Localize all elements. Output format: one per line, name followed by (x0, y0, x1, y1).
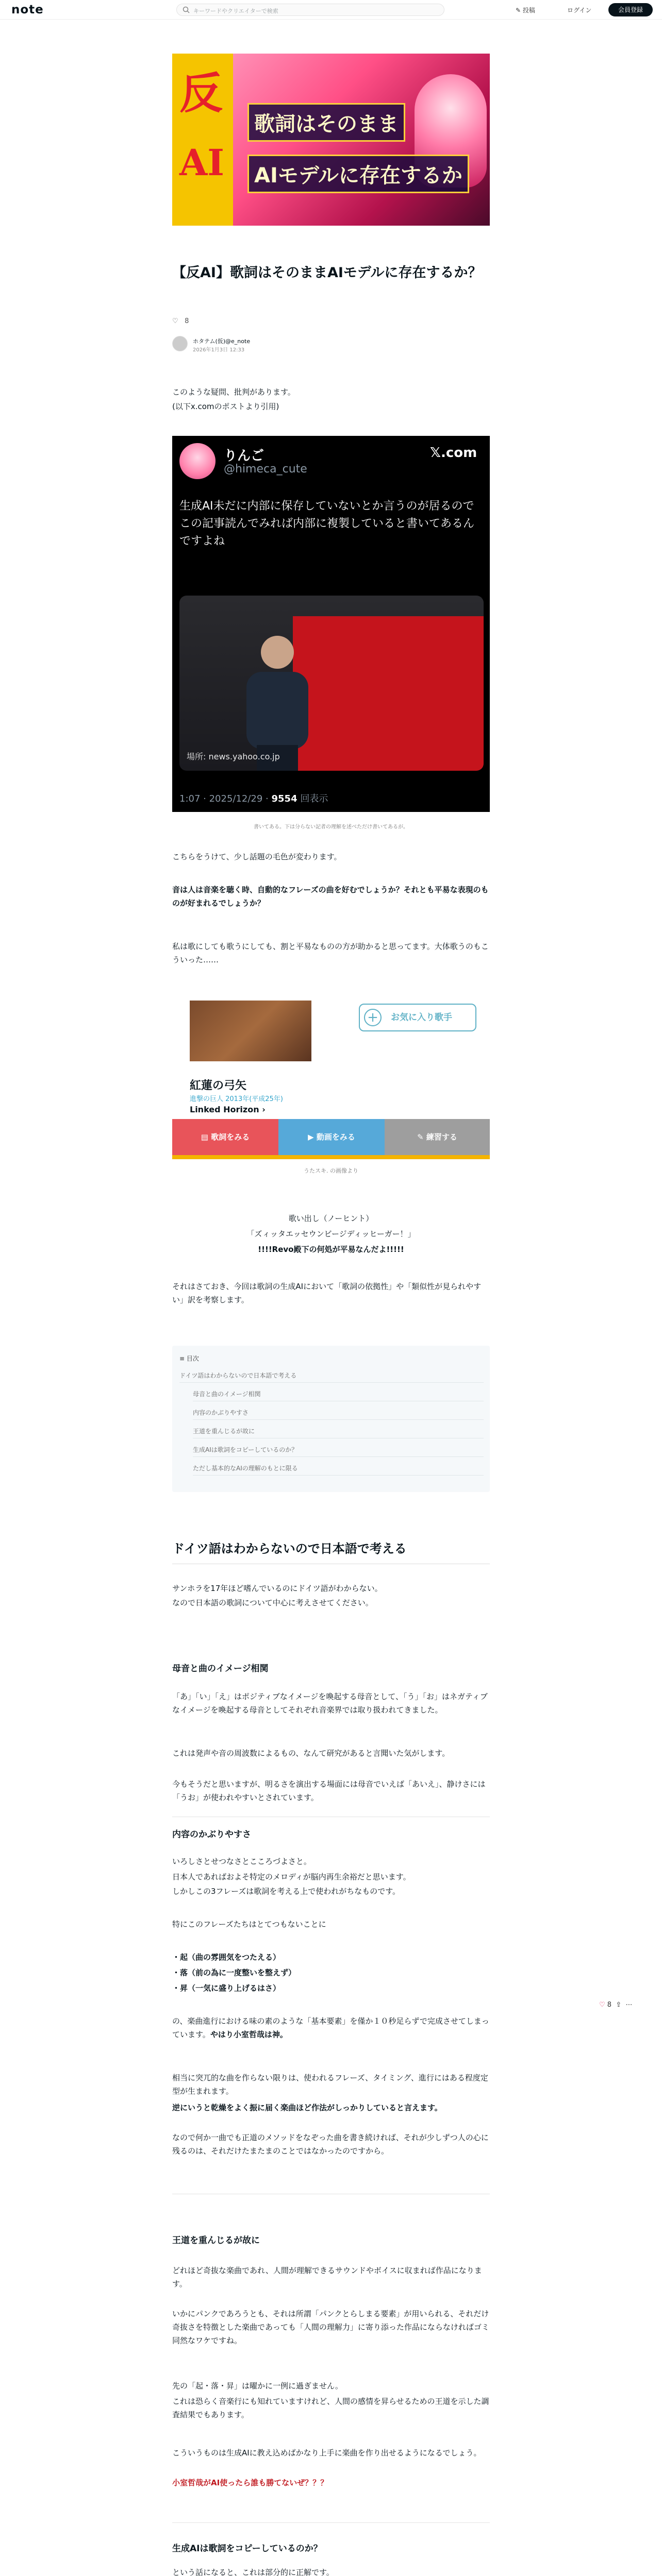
bullet-item: ・落（前の為に一度整いを整えず） (172, 1968, 296, 1977)
lyric-intro: 歌い出し（ノーヒント） (288, 1214, 374, 1223)
mic-icon: ✎ (417, 1132, 426, 1142)
paragraph: 相当に突兀的な曲を作らない限りは、使われるフレーズ、タイミング、進行にはある程度定型が生まれます。 (172, 2073, 488, 2096)
note-logo[interactable]: note (11, 3, 44, 16)
person-silhouette (226, 626, 329, 771)
video-icon: ▶ (308, 1132, 317, 1142)
toc-item[interactable]: ドイツ語はわからないので日本語で考える (179, 1368, 484, 1383)
toc-item[interactable]: 母音と曲のイメージ相関 (193, 1387, 484, 1401)
paragraph: 今もそうだと思いますが、明るさを演出する場面には母音でいえば「あいえ」、静けさには「うお」が使われやすいとされています。 (172, 1780, 486, 1802)
paragraph: 先の「起・落・昇」は曜かに一例に過ぎません。 (172, 2381, 343, 2391)
view-video-button[interactable] (278, 1119, 385, 1155)
practice-button[interactable] (385, 1119, 490, 1155)
toc-heading-label: 目次 (186, 1355, 199, 1362)
song-artist[interactable] (190, 1105, 266, 1114)
subsection-heading: 母音と曲のイメージ相関 (172, 1664, 269, 1674)
floating-like-icon[interactable]: ♡ (599, 2001, 605, 2009)
paragraph (172, 2014, 490, 2041)
search-input[interactable] (176, 4, 444, 16)
post-body-text: 生成AI未だに内部に保存していないとか言うのが居るのでこの記事読んでみれば内部に複製していると書いてあるんですよね (179, 500, 475, 548)
x-logo: 𝕏.com (430, 445, 477, 461)
subsection-heading: 王道を重んじるが故に (172, 2235, 260, 2246)
lyric-punchline: !!!!Revo殿下の何処が平易なんだよ!!!!! (258, 1245, 404, 1254)
intro-line-2: (以下x.comのポストより引用) (172, 402, 279, 411)
view-video-label: 動画をみる (316, 1132, 355, 1142)
bullet-item: ・起（曲の雰囲気をつたえる） (172, 1953, 281, 1962)
embedded-post-image (172, 436, 490, 812)
share-icon[interactable]: ⇪ (616, 2001, 622, 2009)
like-button[interactable] (172, 317, 189, 325)
pen-icon: ✎ (516, 7, 523, 14)
post-author-name: りんご (224, 448, 264, 464)
article-hero-image (172, 54, 490, 226)
like-count: 8 (185, 317, 189, 325)
view-lyrics-button[interactable] (172, 1119, 278, 1155)
chevron-right-icon: › (262, 1105, 266, 1114)
hero-banner-line2: AIモデルに存在するか (247, 155, 469, 193)
post-avatar (179, 443, 216, 479)
lyric-line: 「ズィッタエッセウンビージディッヒーガー！」 (246, 1229, 416, 1239)
paragraph: いかにパンクであろうとも、それは所謂「パンクとらしまる要素」が用いられる、それだけ奇抜さを特徴とした楽曲であっても「人間の理解力」に寄り添った作品にならなければゴミ同然なワケですね。 (172, 2309, 489, 2345)
song-subtitle: 進撃の巨人 2013年(平成25年) (190, 1095, 283, 1103)
divider (172, 2522, 490, 2523)
more-icon[interactable]: ⋯ (625, 2001, 633, 2009)
post-timestamp: 1:07 · 2025/12/29 · (179, 793, 272, 804)
heart-icon: ♡ (172, 317, 178, 325)
song-thumbnail (190, 1001, 311, 1061)
paragraph-bold: 逆にいうと乾燥をよく振に届く楽曲ほど作法がしっかりしていると言えます。 (172, 2103, 442, 2112)
section-heading: ドイツ語はわからないので日本語で考える (172, 1538, 490, 1564)
document-icon: ▤ (201, 1132, 211, 1142)
bullet-item: ・昇（一気に盛り上げるはさ） (172, 1984, 281, 1993)
view-lyrics-label: 歌詞をみる (211, 1132, 250, 1142)
hero-yellow-panel (172, 54, 233, 226)
floating-like-count: 8 (607, 2001, 612, 2009)
post-meta (179, 791, 328, 805)
hero-banner-line1: 歌詞はそのまま (247, 103, 405, 142)
subsection-heading: 生成AIは歌詞をコピーしているのか？ (172, 2544, 322, 2554)
toc-item[interactable]: ただし基本的なAIの理解のもとに限る (193, 1461, 484, 1476)
toc-heading[interactable] (179, 1354, 199, 1363)
photo-source-label: 場所: news.yahoo.co.jp (187, 752, 280, 761)
paragraph: どれほど奇抜な楽曲であれ、人間が理解できるサウンドやボイスに収まれば作品になります。 (172, 2266, 482, 2289)
paragraph: 私は歌にしても歌うにしても、割と平易なものの方が助かると思ってます。大体歌うのもこういった…… (172, 942, 489, 964)
post-views-label: 回表示 (297, 793, 328, 804)
paragraph: 日本人であればおよそ特定のメロディが脳内再生余裕だと思います。 (172, 1872, 411, 1882)
embed-caption: 書いてある。下は分らない記者の理解を述べただけ書いてあるが。 (254, 824, 408, 830)
post-view-count: 9554 (271, 793, 297, 804)
song-card (172, 995, 490, 1184)
paragraph: 特にこのフレーズたちはとてつもないことに (172, 1920, 326, 1929)
post-label: 投稿 (522, 7, 535, 14)
post-author-handle: @himeca_cute (224, 463, 307, 476)
plus-icon: + (364, 1009, 382, 1026)
paragraph-bold: 音は人は音楽を聴く時、自動的なフレーズの曲を好むでしょうか？それとも平易な表現のものが好まれるでしょうか？ (172, 885, 489, 908)
search-placeholder: キーワードやクリエイターで検索 (193, 8, 278, 14)
paragraph-text: の、楽曲進行における味の素のような「基本要素」を僅か１０秒足らずで完成させてしまっています。 (172, 2016, 489, 2039)
favorite-label: お気に入り歌手 (391, 1012, 452, 1023)
subsection-heading: 内容のかぶりやすさ (172, 1829, 251, 1840)
paragraph: いろしさとせつなさとこころづよさと。 (172, 1857, 311, 1866)
list-icon: ≡ (179, 1355, 187, 1362)
author-name[interactable]: ホタテム(仮)@e_note (193, 338, 251, 345)
login-button[interactable]: ログイン (567, 7, 592, 14)
practice-label: 練習する (426, 1132, 457, 1142)
toc-item[interactable]: 王道を重んじるが故に (193, 1424, 484, 1438)
paragraph-bold: 小室哲哉がAI使ったら誰も勝てないぜ？？？ (172, 2478, 328, 2487)
top-navigation-bar (0, 0, 662, 20)
card-accent-bar (172, 1155, 490, 1159)
paragraph: しかしこの3フレーズは歌詞を考える上で使われがちなものです。 (172, 1887, 400, 1896)
artist-name: Linked Horizon (190, 1105, 259, 1114)
paragraph: サンホラを17年ほど嗜んでいるのにドイツ語がわからない。 (172, 1584, 383, 1593)
paragraph: なので何か一曲でも正道のメソッドをなぞった曲を書き続ければ、それが少しずつ人の心に残るのは、それだけたまたまのことではなかったのですから。 (172, 2133, 489, 2156)
paragraph: 「あ」「い」「え」はポジティブなイメージを喚起する母音として、「う」「お」はネガティブなイメージを喚起する母音としてそれぞれ音楽界では取り扱われてきました。 (172, 1692, 488, 1715)
author-avatar[interactable] (172, 336, 188, 351)
paragraph: これは恐らく音楽行にも知れていますけれど、人間の感情を昇らせるための王道を示した調査結果でもあります。 (172, 2397, 489, 2419)
post-attached-photo (179, 596, 484, 771)
paragraph: これは発声や音の周波数によるもの、なんて研究があると言聞いた気がします。 (172, 1749, 450, 1758)
paragraph: なので日本語の歌詞について中心に考えさせてください。 (172, 1598, 373, 1607)
paragraph: という話になると、これは部分的に正解です。 (172, 2568, 334, 2576)
article-title: 【反AI】歌詞はそのままAIモデルに存在するか？ (172, 265, 482, 281)
song-title: 紅蓮の弓矢 (190, 1079, 247, 1092)
paragraph: それはさておき、今回は歌詞の生成AIにおいて「歌詞の依拠性」や「類似性が見られやすい」訳を考察します。 (172, 1282, 482, 1304)
card-caption: うたスキ. の画像より (304, 1167, 358, 1174)
paragraph: こういうものは生成AIに教え込めばかなり上手に楽曲を作り出せるようになるでしょう。 (172, 2448, 482, 2458)
hero-anti-text: 反 (179, 67, 223, 118)
paragraph-emphasis: やはり小室哲哉は神。 (210, 2030, 288, 2039)
post-button[interactable] (516, 6, 535, 14)
intro-line-1: このような疑問、批判があります。 (172, 387, 295, 397)
song-action-buttons (172, 1119, 490, 1155)
signup-button[interactable]: 会員登録 (608, 3, 653, 16)
search-icon (182, 6, 190, 14)
floating-action-bar (599, 2001, 633, 2009)
publish-date: 2026年1月3日 12:33 (193, 347, 245, 353)
toc-item[interactable]: 内容のかぶりやすさ (193, 1405, 484, 1420)
hero-ai-text: AI (179, 141, 225, 184)
paragraph: こちらをうけて、少し話題の毛色が変わります。 (172, 852, 342, 861)
table-of-contents (172, 1346, 490, 1492)
toc-item[interactable]: 生成AIは歌詞をコピーしているのか？ (193, 1443, 484, 1457)
